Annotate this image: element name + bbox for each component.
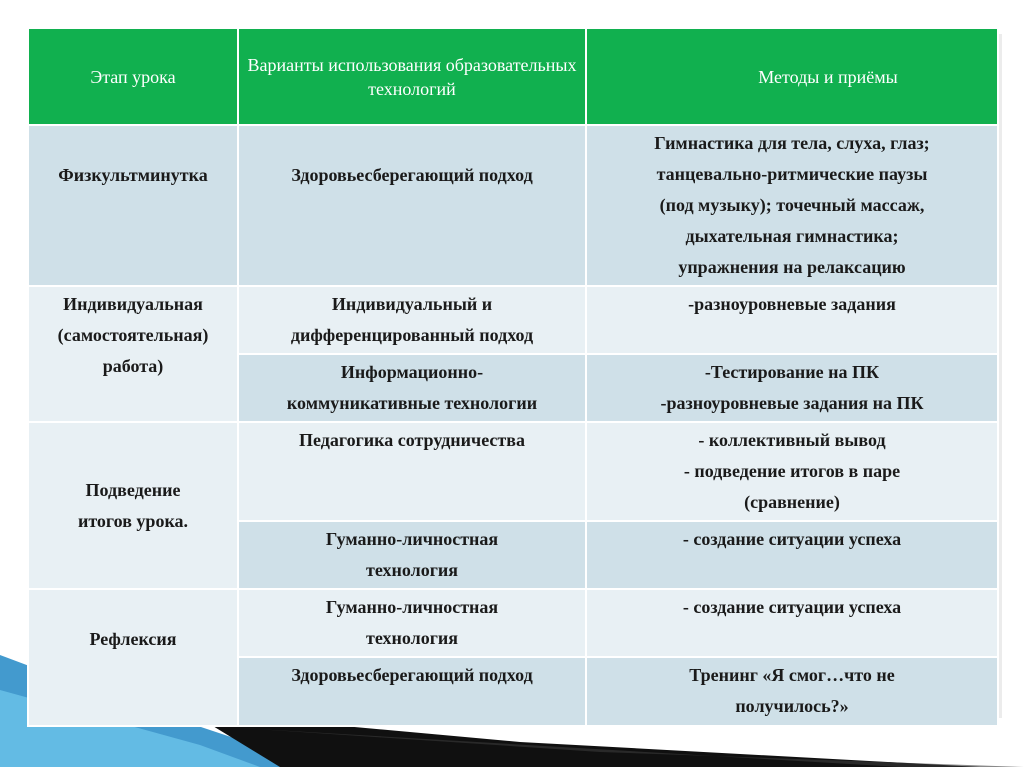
approach-line: Индивидуальный и: [331, 294, 493, 314]
approach-line: технология: [366, 560, 458, 580]
methods-line: (под музыку); точечный массаж,: [659, 195, 925, 215]
methods-line: (сравнение): [744, 492, 840, 512]
methods-line: -Тестирование на ПК: [704, 362, 880, 382]
approach-cell: [238, 589, 586, 657]
table-row: [28, 589, 998, 657]
approach-text: Здоровьесберегающий подход: [291, 165, 533, 185]
approach-cell: [238, 125, 586, 286]
stage-line: Индивидуальная: [63, 294, 203, 314]
stage-cell: [28, 589, 238, 726]
methods-cell: [586, 125, 998, 286]
methods-line: -разноуровневые задания: [688, 294, 896, 314]
approach-text: Педагогика сотрудничества: [299, 430, 525, 450]
approach-cell: [238, 354, 586, 422]
approach-line: дифференцированный подход: [290, 325, 534, 345]
methods-line: - создание ситуации успеха: [682, 529, 902, 549]
stage-line: Подведение: [85, 479, 181, 500]
methods-line: -разноуровневые задания на ПК: [660, 393, 924, 413]
methods-line: - подведение итогов в паре: [683, 461, 901, 481]
methods-line: танцевально-ритмические паузы: [656, 164, 928, 184]
approach-line: технология: [366, 628, 458, 648]
approach-line: коммуникативные технологии: [286, 393, 538, 413]
methods-line: - создание ситуации успеха: [682, 597, 902, 617]
approach-cell: [238, 521, 586, 589]
stage-cell: [28, 422, 238, 589]
methods-cell: [586, 286, 998, 354]
stage-text: Физкультминутка: [58, 165, 208, 185]
header-row: [28, 28, 998, 125]
header-approach: Варианты использования образовательных технологий: [238, 28, 586, 125]
stage-cell: [28, 286, 238, 422]
approach-cell: [238, 657, 586, 726]
methods-cell: [586, 589, 998, 657]
approach-line: Информационно-: [340, 362, 484, 382]
table-row: [28, 286, 998, 354]
lesson-technologies-table: [27, 27, 999, 727]
approach-line: Гуманно-личностная: [325, 597, 499, 617]
header-stage: Этап урока: [28, 28, 238, 125]
stage-line: (самостоятельная): [57, 325, 209, 345]
methods-cell: [586, 422, 998, 521]
methods-line: - коллективный вывод: [698, 430, 886, 450]
approach-line: Гуманно-личностная: [325, 529, 499, 549]
stage-text: Рефлексия: [89, 629, 177, 649]
table-row: [28, 422, 998, 521]
methods-cell: [586, 657, 998, 726]
methods-line: получилось?»: [735, 696, 849, 716]
methods-cell: [586, 354, 998, 422]
methods-cell: [586, 521, 998, 589]
header-methods: Методы и приёмы: [586, 28, 998, 125]
methods-line: упражнения на релаксацию: [678, 257, 906, 277]
methods-line: Тренинг «Я смог…что не: [689, 665, 895, 685]
approach-cell: [238, 422, 586, 521]
approach-cell: [238, 286, 586, 354]
table-row: [28, 125, 998, 286]
methods-line: Гимнастика для тела, слуха, глаз;: [654, 133, 930, 153]
stage-line: итогов урока.: [77, 510, 189, 531]
stage-line: работа): [102, 356, 164, 376]
stage-cell: [28, 125, 238, 286]
approach-text: Здоровьесберегающий подход: [291, 665, 533, 685]
methods-line: дыхательная гимнастика;: [685, 226, 899, 246]
